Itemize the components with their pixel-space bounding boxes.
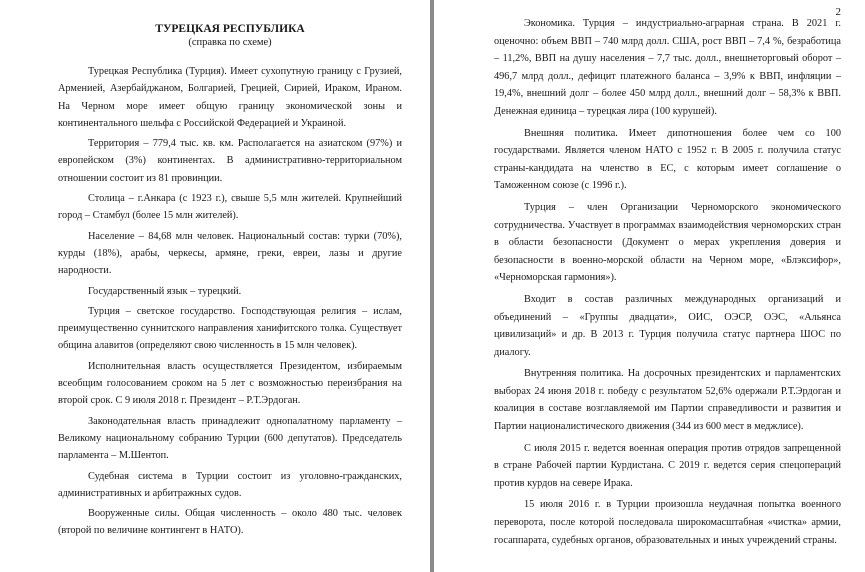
paragraph-coup-attempt: 15 июля 2016 г. в Турции произошла неудачная попытка военного переворота, после которой последовала широкомасштабная «чистка» армии, госаппарата, судебных органов, образовательных и иных учреждений страны. xyxy=(494,499,841,546)
paragraph-language: Государственный язык – турецкий. xyxy=(88,285,242,297)
paragraph-legislative-power: Законодательная власть принадлежит однопалатному парламенту – Великому национальному собранию Турции (600 депутатов). Председатель парламента – М.Шентоп. xyxy=(58,415,402,462)
paragraph-domestic-policy: Внутренняя политика. На досрочных президентских и парламентских выборах 24 июня 2018 г. победу с результатом 52,6% одержали Р.Т.Эрдоган и коалиция в составе возглавляемой им Партии справедливости и развития и Партии националистического движения (344 из 600 мест в меджлисе). xyxy=(494,368,841,433)
document-title: ТУРЕЦКАЯ РЕСПУБЛИКА xyxy=(155,23,305,35)
paragraph-armed-forces: Вооруженные силы. Общая численность – около 480 тыс. человек (второй по величине контингент в НАТО). xyxy=(58,508,402,537)
paragraph-foreign-policy: Внешняя политика. Имеет дипотношения более чем со 100 государствами. Является членом НАТО с 1952 г. В 2005 г. получила статус страны-кандидата на членство в ЕС, с которым имеет соглашение о Таможенном союзе (с 1996 г.). xyxy=(494,127,841,192)
paragraph-judiciary: Судебная система в Турции состоит из уголовно-гражданских, административных и арбитражных судов. xyxy=(58,470,402,499)
paragraph-capital: Столица – г.Анкара (с 1923 г.), свыше 5,5 млн жителей. Крупнейший город – Стамбул (более 15 млн жителей). xyxy=(58,193,402,222)
paragraph-executive-power: Исполнительная власть осуществляется Президентом, избираемым всеобщим голосованием сроком на 5 лет с возможностью переизбрания на второй срок. С 9 июля 2018 г. Президент – Р.Т.Эрдоган. xyxy=(58,360,402,407)
paragraph-religion: Турция – светское государство. Господствующая религия – ислам, преимущественно суннитского направления ханифитского толка. Существует община алавитов (определяют свою численность в 15 млн человек). xyxy=(58,305,402,352)
page-number: 2 xyxy=(835,6,841,18)
paragraph-population: Население – 84,68 млн человек. Национальный состав: турки (70%), курды (18%), арабы, черкесы, армяне, греки, евреи, лазы и другие народности. xyxy=(58,230,402,277)
paragraph-organizations: Входит в состав различных международных организаций и объединений – «Группы двадцати», ОИС, ОЭСР, ОЭС, «Альянса цивилизаций» и др. В 2013 г. Турция получила статус партнера ШОС по диалогу. xyxy=(494,293,841,358)
document-subtitle: (справка по схеме) xyxy=(188,37,272,48)
paragraph-bsec: Турция – член Организации Черноморского экономического сотрудничества. Участвует в программах взаимодействия черноморских стран в области безопасности (Документ о мерах укрепления доверия и безопасности в военно-морской области на Черном море, «Блэксифор», «Черноморская гармония»). xyxy=(494,201,841,284)
paragraph-overview: Турецкая Республика (Турция). Имеет сухопутную границу с Грузией, Арменией, Азербайджаном, Болгарией, Грецией, Сирией, Ираком, Ираном. На Черном море имеет общую границу экономической зоны и континентального шельфа с Российской Федерацией и Украиной. xyxy=(58,66,402,129)
paragraph-economy: Экономика. Турция – индустриально-аграрная страна. В 2021 г. оценочно: объем ВВП – 740 млрд долл. США, рост ВВП – 7,4 %, безработица – 11,2%, ВВП на душу населения – 7,7 тыс. долл., внешнеторговый оборот – 496,7 млрд долл., дефицит платежного баланса – 3,9% к ВВП, инфляции – 19,4%, внешний долг – более 450 млрд долл., внешний долг – 58,3% к ВВП. Денежная единица – турецкая лира (100 курушей). xyxy=(494,18,841,117)
document-page-right xyxy=(434,0,865,572)
paragraph-territory: Территория – 779,4 тыс. кв. км. Располагается на азиатском (97%) и европейском (3%) континентах. В административно-территориальном отношении состоит из 81 провинции. xyxy=(58,138,402,184)
paragraph-military-operation: С июля 2015 г. ведется военная операция против отрядов запрещенной в стране Рабочей партии Курдистана. С 2019 г. ведется серия спецопераций против курдов на севере Ирака. xyxy=(494,442,841,489)
document-page-left xyxy=(0,0,430,572)
